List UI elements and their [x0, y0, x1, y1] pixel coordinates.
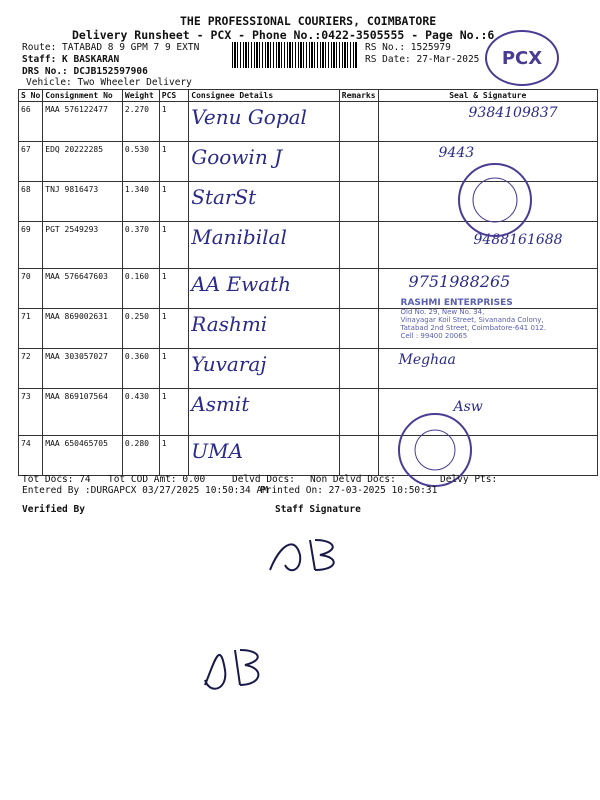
cell-signature — [378, 298, 597, 349]
header-consignment: Consignment No — [43, 90, 123, 102]
cell-consignment: MAA 303057027 — [43, 349, 123, 389]
cell-pcs: 1 — [159, 389, 189, 436]
vehicle-text: Vehicle: Two Wheeler Delivery — [26, 77, 192, 88]
cell-weight: 0.430 — [122, 389, 159, 436]
cell-pcs: 1 — [159, 436, 189, 476]
cell-consignee: UMA — [189, 436, 340, 476]
verified-by: Verified By — [22, 504, 85, 515]
cell-consignee: Goowin J — [189, 142, 340, 182]
seal-stamp-round — [450, 160, 540, 240]
table-row — [19, 309, 598, 349]
cell-remarks — [339, 436, 378, 476]
delivery-table — [18, 89, 598, 476]
cell-sno: 73 — [19, 389, 43, 436]
rashmi-stamp — [381, 298, 595, 340]
cell-consignment: MAA 576122477 — [43, 102, 123, 142]
cell-sno: 74 — [19, 436, 43, 476]
rashmi-stamp-line3: Tatabad 2nd Street, Coimbatore-641 012. — [400, 324, 547, 332]
rs-no-text: RS No.: 1525979 — [365, 42, 451, 53]
cell-consignee: Asmit — [189, 389, 340, 436]
cell-consignee: Yuvaraj — [189, 349, 340, 389]
runsheet-subtitle: Delivery Runsheet - PCX - Phone No.:0422-3505555 - Page No.:6 — [72, 28, 495, 42]
cell-pcs: 1 — [159, 102, 189, 142]
table-row — [19, 436, 598, 476]
header-signature: Seal & Signature — [378, 90, 597, 102]
cell-sno: 70 — [19, 269, 43, 309]
cell-weight: 0.360 — [122, 349, 159, 389]
cell-consignee: StarSt — [189, 182, 340, 222]
cell-sno: 71 — [19, 309, 43, 349]
rs-date-text: RS Date: 27-Mar-2025 — [365, 54, 480, 65]
cell-sno: 67 — [19, 142, 43, 182]
rashmi-stamp-line4: Cell : 99400 20065 — [400, 332, 468, 340]
header-sno: S No — [19, 90, 43, 102]
barcode — [232, 42, 358, 68]
table-row — [19, 389, 598, 436]
cell-consignment: MAA 869002631 — [43, 309, 123, 349]
pcx-stamp: PCX — [485, 30, 559, 86]
verifier-signature-scribble — [190, 630, 280, 700]
non-delvd-docs: Non Delvd Docs: — [310, 474, 396, 485]
cell-weight: 1.340 — [122, 182, 159, 222]
cell-consignment: MAA 576647603 — [43, 269, 123, 309]
printed-on: Printed On: 27-03-2025 10:50:31 — [260, 485, 438, 496]
cell-remarks — [339, 349, 378, 389]
cell-sno: 66 — [19, 102, 43, 142]
delvd-docs: Delvd Docs: — [232, 474, 295, 485]
header-pcs: PCS — [159, 90, 189, 102]
cell-signature: Asw — [378, 389, 597, 436]
table-row — [19, 349, 598, 389]
drs-text: DRS No.: DCJB152597906 — [22, 66, 148, 77]
cell-consignment: PGT 2549293 — [43, 222, 123, 269]
cell-weight: 2.270 — [122, 102, 159, 142]
cell-consignment: TNJ 9816473 — [43, 182, 123, 222]
company-title: THE PROFESSIONAL COURIERS, COIMBATORE — [180, 14, 437, 28]
tot-cod: Tot COD Amt: 0.00 — [108, 474, 206, 485]
cell-remarks — [339, 269, 378, 309]
header-remarks: Remarks — [339, 90, 378, 102]
cell-weight: 0.160 — [122, 269, 159, 309]
table-row — [19, 102, 598, 142]
cell-remarks — [339, 222, 378, 269]
cell-remarks — [339, 142, 378, 182]
cell-consignment: EDQ 20222285 — [43, 142, 123, 182]
delvy-pts: Delvy Pts: — [440, 474, 498, 485]
cell-consignment: MAA 650465705 — [43, 436, 123, 476]
cell-signature: 9751988265 — [378, 269, 597, 309]
cell-remarks — [339, 389, 378, 436]
cell-pcs: 1 — [159, 269, 189, 309]
entered-by: Entered By :DURGAPCX 03/27/2025 10:50:34 AM — [22, 485, 268, 496]
cell-pcs: 1 — [159, 142, 189, 182]
cell-consignee: Manibilal — [189, 222, 340, 269]
cell-weight: 0.250 — [122, 309, 159, 349]
cell-weight: 0.370 — [122, 222, 159, 269]
header-consignee: Consignee Details — [189, 90, 340, 102]
cell-sno: 69 — [19, 222, 43, 269]
cell-signature: Meghaa — [378, 349, 597, 389]
staff-text: Staff: K BASKARAN — [22, 54, 120, 65]
cell-pcs: 1 — [159, 222, 189, 269]
cell-sno: 72 — [19, 349, 43, 389]
tot-docs: Tot Docs: 74 — [22, 474, 91, 485]
cell-remarks — [339, 309, 378, 349]
rashmi-stamp-line2: Vinayagar Koil Street, Sivananda Colony, — [400, 316, 544, 324]
staff-signature-scribble — [260, 525, 360, 585]
cell-signature: 9384109837 — [378, 102, 597, 142]
rashmi-stamp-line1: Old No. 29, New No. 34, — [400, 308, 485, 316]
staff-signature-label: Staff Signature — [275, 504, 361, 515]
cell-consignee: Venu Gopal — [189, 102, 340, 142]
cell-remarks — [339, 182, 378, 222]
header-weight: Weight — [122, 90, 159, 102]
cell-pcs: 1 — [159, 309, 189, 349]
route-text: Route: TATABAD 8 9 GPM 7 9 EXTN — [22, 42, 200, 53]
table-header-row — [19, 90, 598, 102]
cell-pcs: 1 — [159, 349, 189, 389]
cell-weight: 0.530 — [122, 142, 159, 182]
cell-consignee: AA Ewath — [189, 269, 340, 309]
rashmi-stamp-name: RASHMI ENTERPRISES — [400, 298, 513, 308]
cell-remarks — [339, 102, 378, 142]
cell-consignment: MAA 869107564 — [43, 389, 123, 436]
cell-pcs: 1 — [159, 182, 189, 222]
cell-weight: 0.280 — [122, 436, 159, 476]
cell-signature: 9488161688 — [378, 222, 597, 269]
cell-consignee: Rashmi — [189, 309, 340, 349]
cell-sno: 68 — [19, 182, 43, 222]
cell-signature: 9443 — [378, 142, 597, 182]
